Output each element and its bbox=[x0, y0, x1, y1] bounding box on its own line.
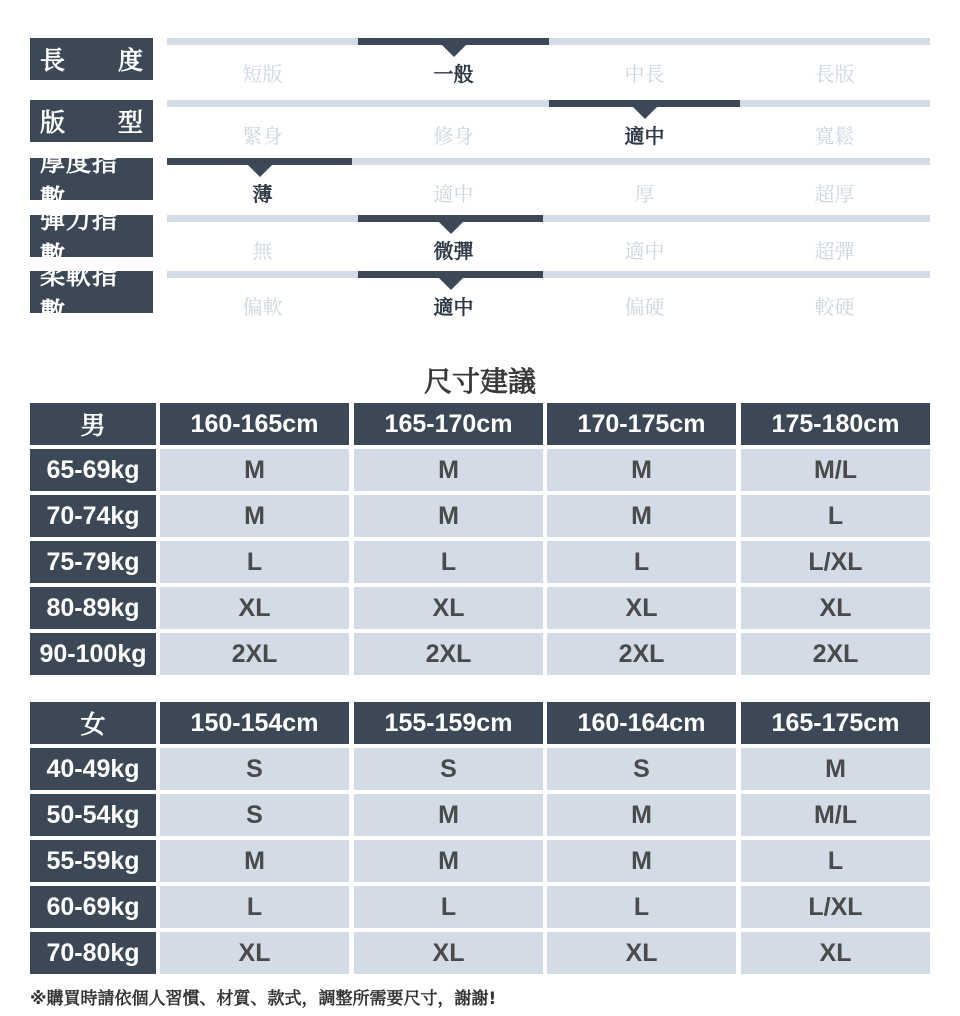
size-cell: M/L bbox=[741, 449, 930, 491]
attr-row-fit bbox=[30, 100, 930, 148]
option-firm: 偏硬 bbox=[624, 295, 665, 319]
size-cell: L/XL bbox=[741, 541, 930, 583]
option-thick: 厚 bbox=[634, 182, 655, 206]
size-cell: L/XL bbox=[741, 886, 930, 928]
height-header: 160-164cm bbox=[547, 702, 736, 744]
attr-label-fit bbox=[30, 100, 153, 142]
option-stiff: 較硬 bbox=[814, 295, 855, 319]
size-cell: M bbox=[547, 794, 736, 836]
table-row bbox=[30, 840, 930, 886]
size-cell: M bbox=[547, 495, 736, 537]
option-slight-stretch-selected: 微彈 bbox=[433, 239, 474, 263]
size-cell: L bbox=[160, 886, 349, 928]
women-size-table bbox=[30, 702, 930, 978]
length-scale bbox=[167, 38, 930, 86]
weight-label: 60-69kg bbox=[30, 886, 156, 928]
option-extra-thick: 超厚 bbox=[814, 182, 855, 206]
weight-label: 70-74kg bbox=[30, 495, 156, 537]
table-row bbox=[30, 633, 930, 679]
size-cell: M bbox=[160, 840, 349, 882]
attr-row-thickness bbox=[30, 149, 930, 213]
size-cell: S bbox=[354, 748, 543, 790]
table-header-row bbox=[30, 702, 930, 748]
option-tight: 緊身 bbox=[242, 124, 283, 148]
elasticity-scale bbox=[167, 215, 930, 263]
scale-selected-marker bbox=[358, 271, 543, 278]
table-row bbox=[30, 541, 930, 587]
size-cell: M bbox=[160, 449, 349, 491]
size-cell: M bbox=[160, 495, 349, 537]
option-soft: 偏軟 bbox=[242, 295, 283, 319]
attr-row-elasticity bbox=[30, 206, 930, 270]
size-cell: M bbox=[354, 794, 543, 836]
attr-row-softness bbox=[30, 262, 930, 326]
weight-label: 50-54kg bbox=[30, 794, 156, 836]
table-row bbox=[30, 748, 930, 794]
size-section-title: 尺寸建議 bbox=[423, 365, 536, 398]
table-row bbox=[30, 449, 930, 495]
attr-label-thickness: 厚度指數 bbox=[30, 158, 153, 200]
scale-track bbox=[167, 215, 930, 222]
size-cell: L bbox=[741, 840, 930, 882]
option-moderate-selected: 適中 bbox=[624, 124, 665, 148]
option-slim: 修身 bbox=[433, 124, 474, 148]
height-header: 170-175cm bbox=[547, 403, 736, 445]
option-long: 長版 bbox=[814, 62, 855, 86]
attr-label-char-2: 度 bbox=[117, 47, 143, 75]
table-row bbox=[30, 495, 930, 541]
size-cell: XL bbox=[547, 932, 736, 974]
height-header: 155-159cm bbox=[354, 702, 543, 744]
size-cell: 2XL bbox=[547, 633, 736, 675]
men-size-table bbox=[30, 403, 930, 679]
scale-track bbox=[167, 271, 930, 278]
option-short: 短版 bbox=[242, 62, 283, 86]
table-header-row bbox=[30, 403, 930, 449]
size-cell: XL bbox=[741, 932, 930, 974]
softness-scale bbox=[167, 271, 930, 319]
size-cell: M bbox=[354, 449, 543, 491]
height-header: 165-175cm bbox=[741, 702, 930, 744]
size-cell: L bbox=[547, 541, 736, 583]
height-header: 160-165cm bbox=[160, 403, 349, 445]
option-loose: 寬鬆 bbox=[814, 124, 855, 148]
attr-label-length bbox=[30, 38, 153, 80]
size-cell: 2XL bbox=[354, 633, 543, 675]
option-moderate-selected: 適中 bbox=[433, 295, 474, 319]
weight-label: 90-100kg bbox=[30, 633, 156, 675]
size-cell: S bbox=[160, 794, 349, 836]
size-cell: L bbox=[741, 495, 930, 537]
option-regular-selected: 一般 bbox=[433, 62, 474, 86]
size-cell: L bbox=[354, 541, 543, 583]
size-cell: L bbox=[547, 886, 736, 928]
option-moderate: 適中 bbox=[624, 239, 665, 263]
option-thin-selected: 薄 bbox=[252, 182, 273, 206]
size-cell: 2XL bbox=[741, 633, 930, 675]
size-cell: L bbox=[160, 541, 349, 583]
attr-label-char-1: 長 bbox=[40, 47, 66, 75]
size-cell: L bbox=[354, 886, 543, 928]
size-cell: XL bbox=[354, 932, 543, 974]
footnote: ※購買時請依個人習慣、材質、款式，調整所需要尺寸，謝謝! bbox=[30, 989, 497, 1009]
size-cell: M/L bbox=[741, 794, 930, 836]
weight-label: 55-59kg bbox=[30, 840, 156, 882]
attr-row-length bbox=[30, 38, 930, 86]
table-row bbox=[30, 932, 930, 978]
size-cell: XL bbox=[741, 587, 930, 629]
option-super-stretch: 超彈 bbox=[814, 239, 855, 263]
weight-label: 40-49kg bbox=[30, 748, 156, 790]
height-header: 165-170cm bbox=[354, 403, 543, 445]
option-moderate: 適中 bbox=[433, 182, 474, 206]
height-header: 150-154cm bbox=[160, 702, 349, 744]
thickness-scale bbox=[167, 158, 930, 206]
size-cell: 2XL bbox=[160, 633, 349, 675]
table-row bbox=[30, 587, 930, 633]
scale-selected-marker bbox=[358, 215, 543, 222]
scale-selected-marker bbox=[358, 38, 549, 45]
size-cell: M bbox=[354, 840, 543, 882]
size-cell: XL bbox=[160, 932, 349, 974]
size-cell: M bbox=[547, 840, 736, 882]
table-row bbox=[30, 794, 930, 840]
weight-label: 75-79kg bbox=[30, 541, 156, 583]
gender-label-men: 男 bbox=[30, 403, 156, 445]
attr-label-softness: 柔軟指數 bbox=[30, 271, 153, 313]
option-mid-long: 中長 bbox=[624, 62, 665, 86]
option-none: 無 bbox=[252, 239, 273, 263]
attr-label-elasticity: 彈力指數 bbox=[30, 215, 153, 257]
table-row bbox=[30, 886, 930, 932]
gender-label-women: 女 bbox=[30, 702, 156, 744]
size-cell: M bbox=[547, 449, 736, 491]
size-cell: S bbox=[547, 748, 736, 790]
height-header: 175-180cm bbox=[741, 403, 930, 445]
size-cell: M bbox=[354, 495, 543, 537]
weight-label: 65-69kg bbox=[30, 449, 156, 491]
attr-label-char-2: 型 bbox=[117, 109, 143, 137]
scale-selected-marker bbox=[549, 100, 740, 107]
size-cell: XL bbox=[354, 587, 543, 629]
size-cell: XL bbox=[160, 587, 349, 629]
size-cell: XL bbox=[547, 587, 736, 629]
weight-label: 80-89kg bbox=[30, 587, 156, 629]
weight-label: 70-80kg bbox=[30, 932, 156, 974]
attr-label-char-1: 版 bbox=[40, 109, 66, 137]
size-cell: M bbox=[741, 748, 930, 790]
size-cell: S bbox=[160, 748, 349, 790]
fit-scale bbox=[167, 100, 930, 148]
scale-selected-marker bbox=[167, 158, 352, 165]
